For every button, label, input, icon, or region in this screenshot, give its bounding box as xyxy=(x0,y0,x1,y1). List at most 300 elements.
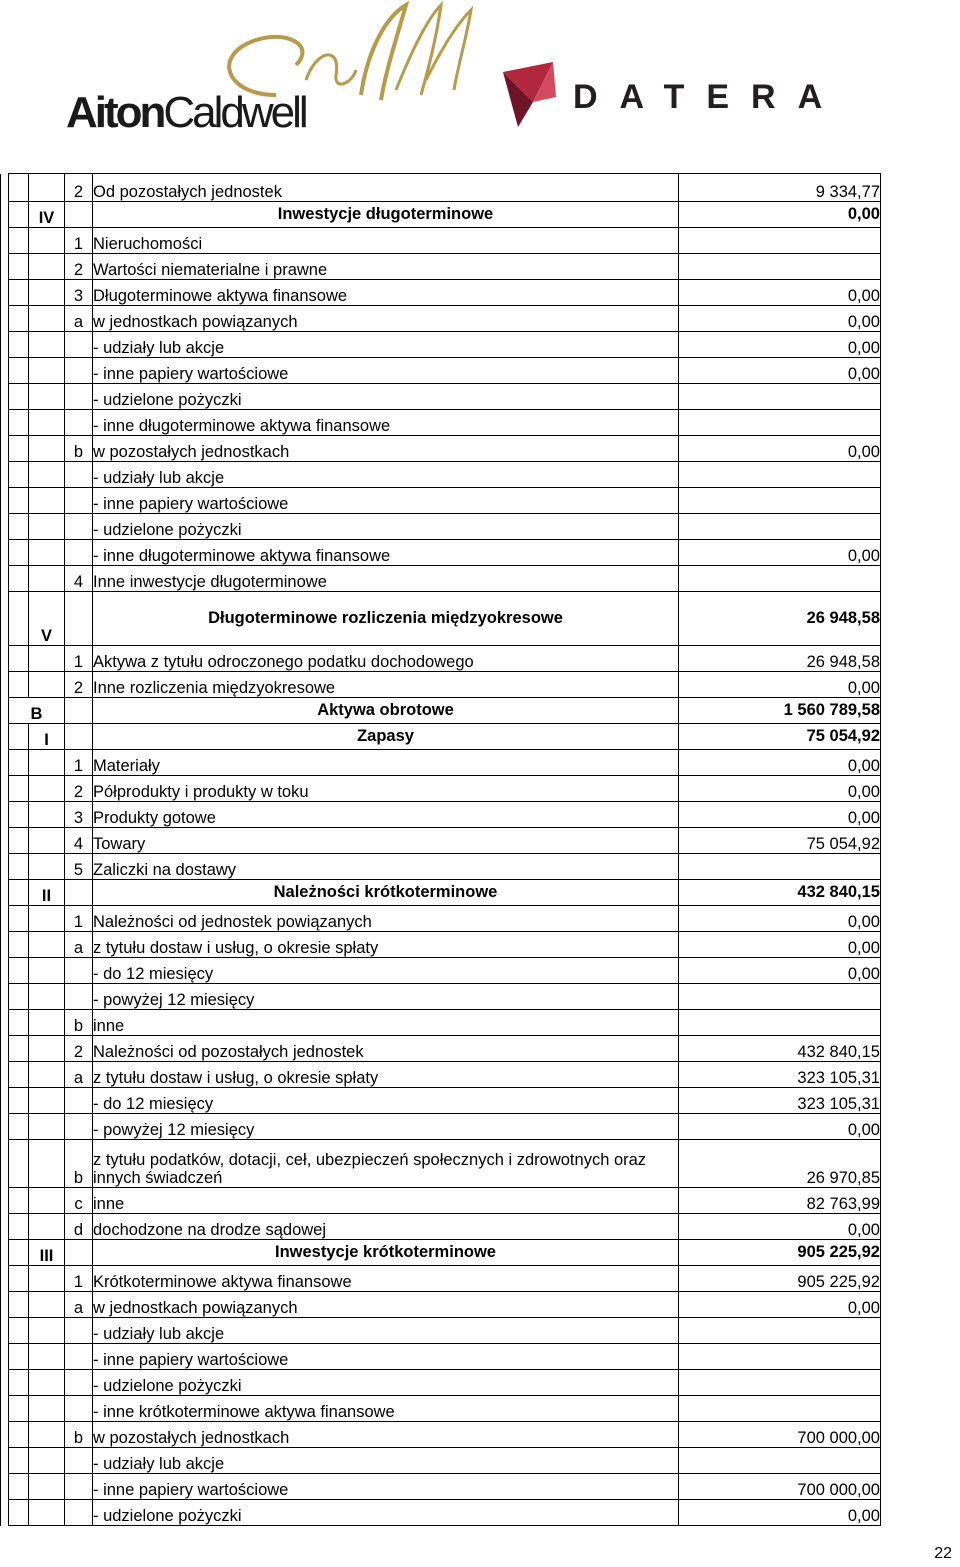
table-row xyxy=(1,488,881,514)
table-row xyxy=(1,592,881,646)
item-number-cell: 2 xyxy=(65,1036,93,1062)
table-row xyxy=(1,306,881,332)
item-value-cell: 0,00 xyxy=(679,280,881,306)
item-number-cell xyxy=(65,1370,93,1396)
row-edge-cell xyxy=(1,384,9,410)
table-row xyxy=(1,436,881,462)
roman-numeral-cell xyxy=(29,1370,65,1396)
row-edge-cell xyxy=(1,828,9,854)
item-number-cell: 3 xyxy=(65,802,93,828)
roman-numeral-cell: II xyxy=(29,880,65,906)
item-value-cell: 1 560 789,58 xyxy=(679,698,881,724)
item-number-cell: 2 xyxy=(65,174,93,202)
item-label-cell: Inwestycje krótkoterminowe xyxy=(93,1240,679,1266)
row-margin-cell xyxy=(9,1240,29,1266)
row-edge-cell xyxy=(1,1088,9,1114)
row-edge-cell xyxy=(1,1114,9,1140)
row-margin-cell xyxy=(9,202,29,228)
item-value-cell xyxy=(679,384,881,410)
table-row xyxy=(1,1344,881,1370)
row-margin-cell xyxy=(9,802,29,828)
item-number-cell xyxy=(65,384,93,410)
roman-numeral-cell xyxy=(29,540,65,566)
roman-numeral-cell xyxy=(29,306,65,332)
row-edge-cell xyxy=(1,776,9,802)
roman-numeral-cell xyxy=(29,228,65,254)
item-value-cell: 0,00 xyxy=(679,750,881,776)
roman-numeral-cell xyxy=(29,1036,65,1062)
item-value-cell: 700 000,00 xyxy=(679,1474,881,1500)
row-margin-cell xyxy=(9,1370,29,1396)
row-margin-cell xyxy=(9,828,29,854)
item-number-cell xyxy=(65,880,93,906)
row-margin-cell xyxy=(9,984,29,1010)
row-edge-cell xyxy=(1,1188,9,1214)
table-row xyxy=(1,1062,881,1088)
table-row xyxy=(1,1448,881,1474)
table-row xyxy=(1,1140,881,1188)
row-margin-cell xyxy=(9,436,29,462)
item-label-cell: Inne rozliczenia międzyokresowe xyxy=(93,672,679,698)
roman-numeral-cell: III xyxy=(29,1240,65,1266)
item-value-cell xyxy=(679,566,881,592)
item-label-cell: z tytułu dostaw i usług, o okresie spłaty xyxy=(93,1062,679,1088)
item-value-cell: 75 054,92 xyxy=(679,828,881,854)
row-edge-cell xyxy=(1,410,9,436)
item-number-cell xyxy=(65,1396,93,1422)
row-edge-cell xyxy=(1,802,9,828)
item-value-cell xyxy=(679,228,881,254)
row-margin-cell xyxy=(9,280,29,306)
table-row xyxy=(1,202,881,228)
roman-numeral-cell: I xyxy=(29,724,65,750)
row-edge-cell xyxy=(1,984,9,1010)
table-row xyxy=(1,698,881,724)
item-number-cell: 1 xyxy=(65,228,93,254)
item-label-cell: Od pozostałych jednostek xyxy=(93,174,679,202)
table-row xyxy=(1,1422,881,1448)
item-value-cell: 0,00 xyxy=(679,958,881,984)
item-label-cell: Należności od jednostek powiązanych xyxy=(93,906,679,932)
row-edge-cell xyxy=(1,514,9,540)
table-row xyxy=(1,1318,881,1344)
item-number-cell xyxy=(65,410,93,436)
row-margin-cell xyxy=(9,672,29,698)
item-label-cell: Wartości niematerialne i prawne xyxy=(93,254,679,280)
item-label-cell: Długoterminowe rozliczenia międzyokresowe xyxy=(93,592,679,646)
item-value-cell xyxy=(679,514,881,540)
item-number-cell xyxy=(65,1114,93,1140)
item-label-cell: Należności od pozostałych jednostek xyxy=(93,1036,679,1062)
row-margin-cell xyxy=(9,1344,29,1370)
item-label-cell: Zaliczki na dostawy xyxy=(93,854,679,880)
item-number-cell: 1 xyxy=(65,750,93,776)
roman-numeral-cell xyxy=(29,1140,65,1188)
row-edge-cell xyxy=(1,1292,9,1318)
row-edge-cell xyxy=(1,1062,9,1088)
row-margin-cell xyxy=(9,1474,29,1500)
item-label-cell: Zapasy xyxy=(93,724,679,750)
item-number-cell: 1 xyxy=(65,1266,93,1292)
roman-numeral-cell xyxy=(29,958,65,984)
item-number-cell xyxy=(65,1318,93,1344)
item-label-cell: - do 12 miesięcy xyxy=(93,958,679,984)
table-row xyxy=(1,514,881,540)
item-value-cell: 0,00 xyxy=(679,306,881,332)
roman-numeral-cell xyxy=(29,1500,65,1526)
item-label-cell: dochodzone na drodze sądowej xyxy=(93,1214,679,1240)
row-margin-cell xyxy=(9,488,29,514)
item-number-cell xyxy=(65,698,93,724)
row-edge-cell xyxy=(1,1396,9,1422)
roman-numeral-cell xyxy=(29,1214,65,1240)
roman-numeral-cell xyxy=(29,1088,65,1114)
item-number-cell: 3 xyxy=(65,280,93,306)
row-margin-cell xyxy=(9,514,29,540)
item-value-cell: 0,00 xyxy=(679,802,881,828)
roman-numeral-cell xyxy=(29,436,65,462)
item-value-cell: 0,00 xyxy=(679,1292,881,1318)
balance-sheet-body xyxy=(1,174,881,1526)
table-row xyxy=(1,358,881,384)
row-edge-cell xyxy=(1,698,9,724)
item-number-cell xyxy=(65,540,93,566)
row-edge-cell xyxy=(1,280,9,306)
table-row xyxy=(1,646,881,672)
table-row xyxy=(1,332,881,358)
item-value-cell xyxy=(679,1010,881,1036)
item-label-cell: w jednostkach powiązanych xyxy=(93,306,679,332)
row-edge-cell xyxy=(1,462,9,488)
roman-numeral-cell xyxy=(29,828,65,854)
roman-numeral-cell xyxy=(29,254,65,280)
item-value-cell: 323 105,31 xyxy=(679,1062,881,1088)
item-number-cell xyxy=(65,202,93,228)
row-margin-cell xyxy=(9,646,29,672)
table-row xyxy=(1,1266,881,1292)
aiton-caldwell-wordmark: AitonCaldwell xyxy=(66,88,306,137)
table-row xyxy=(1,1240,881,1266)
item-value-cell: 0,00 xyxy=(679,932,881,958)
item-value-cell xyxy=(679,1344,881,1370)
roman-numeral-cell xyxy=(29,488,65,514)
item-label-cell: Długoterminowe aktywa finansowe xyxy=(93,280,679,306)
item-label-cell: - udziały lub akcje xyxy=(93,332,679,358)
item-number-cell: 1 xyxy=(65,906,93,932)
item-number-cell: a xyxy=(65,306,93,332)
item-value-cell: 75 054,92 xyxy=(679,724,881,750)
item-value-cell xyxy=(679,984,881,1010)
row-margin-cell xyxy=(9,1214,29,1240)
item-value-cell xyxy=(679,1370,881,1396)
row-margin-cell xyxy=(9,254,29,280)
table-row xyxy=(1,724,881,750)
row-margin-cell xyxy=(9,1396,29,1422)
table-row xyxy=(1,462,881,488)
table-row xyxy=(1,672,881,698)
row-edge-cell xyxy=(1,750,9,776)
row-edge-cell xyxy=(1,1266,9,1292)
item-value-cell xyxy=(679,488,881,514)
item-label-cell: - inne papiery wartościowe xyxy=(93,358,679,384)
table-row xyxy=(1,828,881,854)
table-row xyxy=(1,566,881,592)
row-edge-cell xyxy=(1,306,9,332)
roman-numeral-cell xyxy=(29,646,65,672)
roman-numeral-cell xyxy=(29,1344,65,1370)
row-margin-cell xyxy=(9,1292,29,1318)
item-value-cell: 26 970,85 xyxy=(679,1140,881,1188)
item-value-cell: 432 840,15 xyxy=(679,1036,881,1062)
roman-numeral-cell xyxy=(29,514,65,540)
item-value-cell: 0,00 xyxy=(679,906,881,932)
row-edge-cell xyxy=(1,540,9,566)
row-margin-cell xyxy=(9,1114,29,1140)
table-row xyxy=(1,254,881,280)
item-number-cell xyxy=(65,958,93,984)
table-row xyxy=(1,1010,881,1036)
roman-numeral-cell xyxy=(29,174,65,202)
item-value-cell xyxy=(679,1448,881,1474)
table-row xyxy=(1,958,881,984)
row-margin-cell xyxy=(9,1422,29,1448)
table-row xyxy=(1,880,881,906)
row-margin-cell xyxy=(9,1140,29,1188)
row-edge-cell xyxy=(1,1500,9,1526)
table-row xyxy=(1,750,881,776)
table-row xyxy=(1,174,881,202)
item-label-cell: - powyżej 12 miesięcy xyxy=(93,1114,679,1140)
item-label-cell: Krótkoterminowe aktywa finansowe xyxy=(93,1266,679,1292)
item-label-cell: inne xyxy=(93,1010,679,1036)
item-value-cell xyxy=(679,462,881,488)
row-edge-cell xyxy=(1,332,9,358)
roman-numeral-cell xyxy=(29,332,65,358)
table-row xyxy=(1,280,881,306)
item-label-cell: - do 12 miesięcy xyxy=(93,1088,679,1114)
table-row xyxy=(1,1088,881,1114)
item-value-cell: 0,00 xyxy=(679,1214,881,1240)
item-value-cell: 0,00 xyxy=(679,540,881,566)
table-row xyxy=(1,410,881,436)
roman-numeral-cell xyxy=(29,1292,65,1318)
item-label-cell: Inwestycje długoterminowe xyxy=(93,202,679,228)
item-label-cell: - inne papiery wartościowe xyxy=(93,1474,679,1500)
roman-numeral-cell xyxy=(29,984,65,1010)
item-value-cell: 432 840,15 xyxy=(679,880,881,906)
item-number-cell: a xyxy=(65,932,93,958)
roman-numeral-cell: V xyxy=(29,592,65,646)
item-number-cell xyxy=(65,1088,93,1114)
item-value-cell: 700 000,00 xyxy=(679,1422,881,1448)
item-number-cell xyxy=(65,592,93,646)
row-edge-cell xyxy=(1,1448,9,1474)
row-margin-cell xyxy=(9,750,29,776)
table-row xyxy=(1,1188,881,1214)
row-edge-cell xyxy=(1,1370,9,1396)
item-label-cell: - udzielone pożyczki xyxy=(93,1370,679,1396)
row-margin-cell xyxy=(9,540,29,566)
row-edge-cell xyxy=(1,1036,9,1062)
row-margin-cell xyxy=(9,958,29,984)
row-margin-cell xyxy=(9,462,29,488)
item-number-cell: 5 xyxy=(65,854,93,880)
row-margin-cell xyxy=(9,906,29,932)
item-number-cell xyxy=(65,1344,93,1370)
table-row xyxy=(1,1292,881,1318)
row-margin-cell xyxy=(9,306,29,332)
row-edge-cell xyxy=(1,1140,9,1188)
row-margin-cell xyxy=(9,384,29,410)
roman-numeral-cell xyxy=(29,1396,65,1422)
section-letter-cell: B xyxy=(9,698,65,724)
table-row xyxy=(1,384,881,410)
roman-numeral-cell xyxy=(29,1318,65,1344)
item-label-cell: - udzielone pożyczki xyxy=(93,1500,679,1526)
roman-numeral-cell: IV xyxy=(29,202,65,228)
roman-numeral-cell xyxy=(29,410,65,436)
item-number-cell: 1 xyxy=(65,646,93,672)
item-number-cell: b xyxy=(65,1140,93,1188)
item-value-cell xyxy=(679,410,881,436)
table-row xyxy=(1,906,881,932)
item-label-cell: Półprodukty i produkty w toku xyxy=(93,776,679,802)
item-label-cell: - udzielone pożyczki xyxy=(93,384,679,410)
item-value-cell: 323 105,31 xyxy=(679,1088,881,1114)
item-value-cell: 905 225,92 xyxy=(679,1240,881,1266)
balance-sheet-table-wrap xyxy=(0,173,880,1526)
table-row xyxy=(1,1214,881,1240)
item-label-cell: Należności krótkoterminowe xyxy=(93,880,679,906)
item-value-cell: 9 334,77 xyxy=(679,174,881,202)
row-edge-cell xyxy=(1,958,9,984)
roman-numeral-cell xyxy=(29,1448,65,1474)
roman-numeral-cell xyxy=(29,1010,65,1036)
table-row xyxy=(1,932,881,958)
item-label-cell: Nieruchomości xyxy=(93,228,679,254)
roman-numeral-cell xyxy=(29,1474,65,1500)
table-row xyxy=(1,540,881,566)
item-number-cell: b xyxy=(65,1422,93,1448)
row-margin-cell xyxy=(9,174,29,202)
row-edge-cell xyxy=(1,724,9,750)
row-edge-cell xyxy=(1,906,9,932)
row-margin-cell xyxy=(9,880,29,906)
item-label-cell: z tytułu podatków, dotacji, ceł, ubezpieczeń społecznych i zdrowotnych oraz innych świadczeń xyxy=(93,1140,679,1188)
row-margin-cell xyxy=(9,776,29,802)
item-label-cell: Materiały xyxy=(93,750,679,776)
roman-numeral-cell xyxy=(29,750,65,776)
table-row xyxy=(1,228,881,254)
row-edge-cell xyxy=(1,1010,9,1036)
item-value-cell xyxy=(679,254,881,280)
item-label-cell: - inne papiery wartościowe xyxy=(93,488,679,514)
item-label-cell: Aktywa z tytułu odroczonego podatku dochodowego xyxy=(93,646,679,672)
row-edge-cell xyxy=(1,1422,9,1448)
row-edge-cell xyxy=(1,672,9,698)
item-number-cell: 2 xyxy=(65,672,93,698)
item-number-cell xyxy=(65,984,93,1010)
item-value-cell xyxy=(679,854,881,880)
page-number: 22 xyxy=(934,1545,952,1562)
item-label-cell: z tytułu dostaw i usług, o okresie spłaty xyxy=(93,932,679,958)
item-number-cell: 4 xyxy=(65,828,93,854)
item-value-cell: 82 763,99 xyxy=(679,1188,881,1214)
item-number-cell: d xyxy=(65,1214,93,1240)
roman-numeral-cell xyxy=(29,384,65,410)
item-label-cell: - udziały lub akcje xyxy=(93,1318,679,1344)
item-label-cell: - powyżej 12 miesięcy xyxy=(93,984,679,1010)
roman-numeral-cell xyxy=(29,1188,65,1214)
item-number-cell xyxy=(65,1500,93,1526)
row-margin-cell xyxy=(9,566,29,592)
row-margin-cell xyxy=(9,932,29,958)
item-value-cell: 0,00 xyxy=(679,1114,881,1140)
item-label-cell: Aktywa obrotowe xyxy=(93,698,679,724)
row-margin-cell xyxy=(9,1088,29,1114)
item-number-cell xyxy=(65,1448,93,1474)
roman-numeral-cell xyxy=(29,358,65,384)
table-row xyxy=(1,1396,881,1422)
item-label-cell: Towary xyxy=(93,828,679,854)
roman-numeral-cell xyxy=(29,1062,65,1088)
item-number-cell: 2 xyxy=(65,254,93,280)
row-edge-cell xyxy=(1,1344,9,1370)
item-number-cell xyxy=(65,1240,93,1266)
item-value-cell: 0,00 xyxy=(679,358,881,384)
row-edge-cell xyxy=(1,566,9,592)
row-margin-cell xyxy=(9,1062,29,1088)
datera-wordmark: DATERA xyxy=(573,78,845,116)
item-label-cell: - inne papiery wartościowe xyxy=(93,1344,679,1370)
table-row xyxy=(1,984,881,1010)
item-value-cell: 0,00 xyxy=(679,672,881,698)
row-edge-cell xyxy=(1,1214,9,1240)
item-number-cell: 2 xyxy=(65,776,93,802)
item-label-cell: - udziały lub akcje xyxy=(93,462,679,488)
table-row xyxy=(1,776,881,802)
row-margin-cell xyxy=(9,1318,29,1344)
row-margin-cell xyxy=(9,1036,29,1062)
item-value-cell: 905 225,92 xyxy=(679,1266,881,1292)
item-value-cell: 0,00 xyxy=(679,1500,881,1526)
item-number-cell xyxy=(65,358,93,384)
item-value-cell: 0,00 xyxy=(679,332,881,358)
row-edge-cell xyxy=(1,854,9,880)
roman-numeral-cell xyxy=(29,1266,65,1292)
item-value-cell: 0,00 xyxy=(679,202,881,228)
roman-numeral-cell xyxy=(29,672,65,698)
row-margin-cell xyxy=(9,228,29,254)
row-margin-cell xyxy=(9,592,29,646)
row-edge-cell xyxy=(1,592,9,646)
aiton-caldwell-logo xyxy=(66,0,486,145)
table-row xyxy=(1,1474,881,1500)
item-label-cell: Inne inwestycje długoterminowe xyxy=(93,566,679,592)
row-edge-cell xyxy=(1,228,9,254)
row-edge-cell xyxy=(1,488,9,514)
item-value-cell: 26 948,58 xyxy=(679,646,881,672)
row-edge-cell xyxy=(1,202,9,228)
row-edge-cell xyxy=(1,436,9,462)
row-edge-cell xyxy=(1,1474,9,1500)
row-margin-cell xyxy=(9,1010,29,1036)
row-edge-cell xyxy=(1,880,9,906)
row-edge-cell xyxy=(1,646,9,672)
row-margin-cell xyxy=(9,332,29,358)
item-label-cell: - inne krótkoterminowe aktywa finansowe xyxy=(93,1396,679,1422)
item-value-cell: 26 948,58 xyxy=(679,592,881,646)
